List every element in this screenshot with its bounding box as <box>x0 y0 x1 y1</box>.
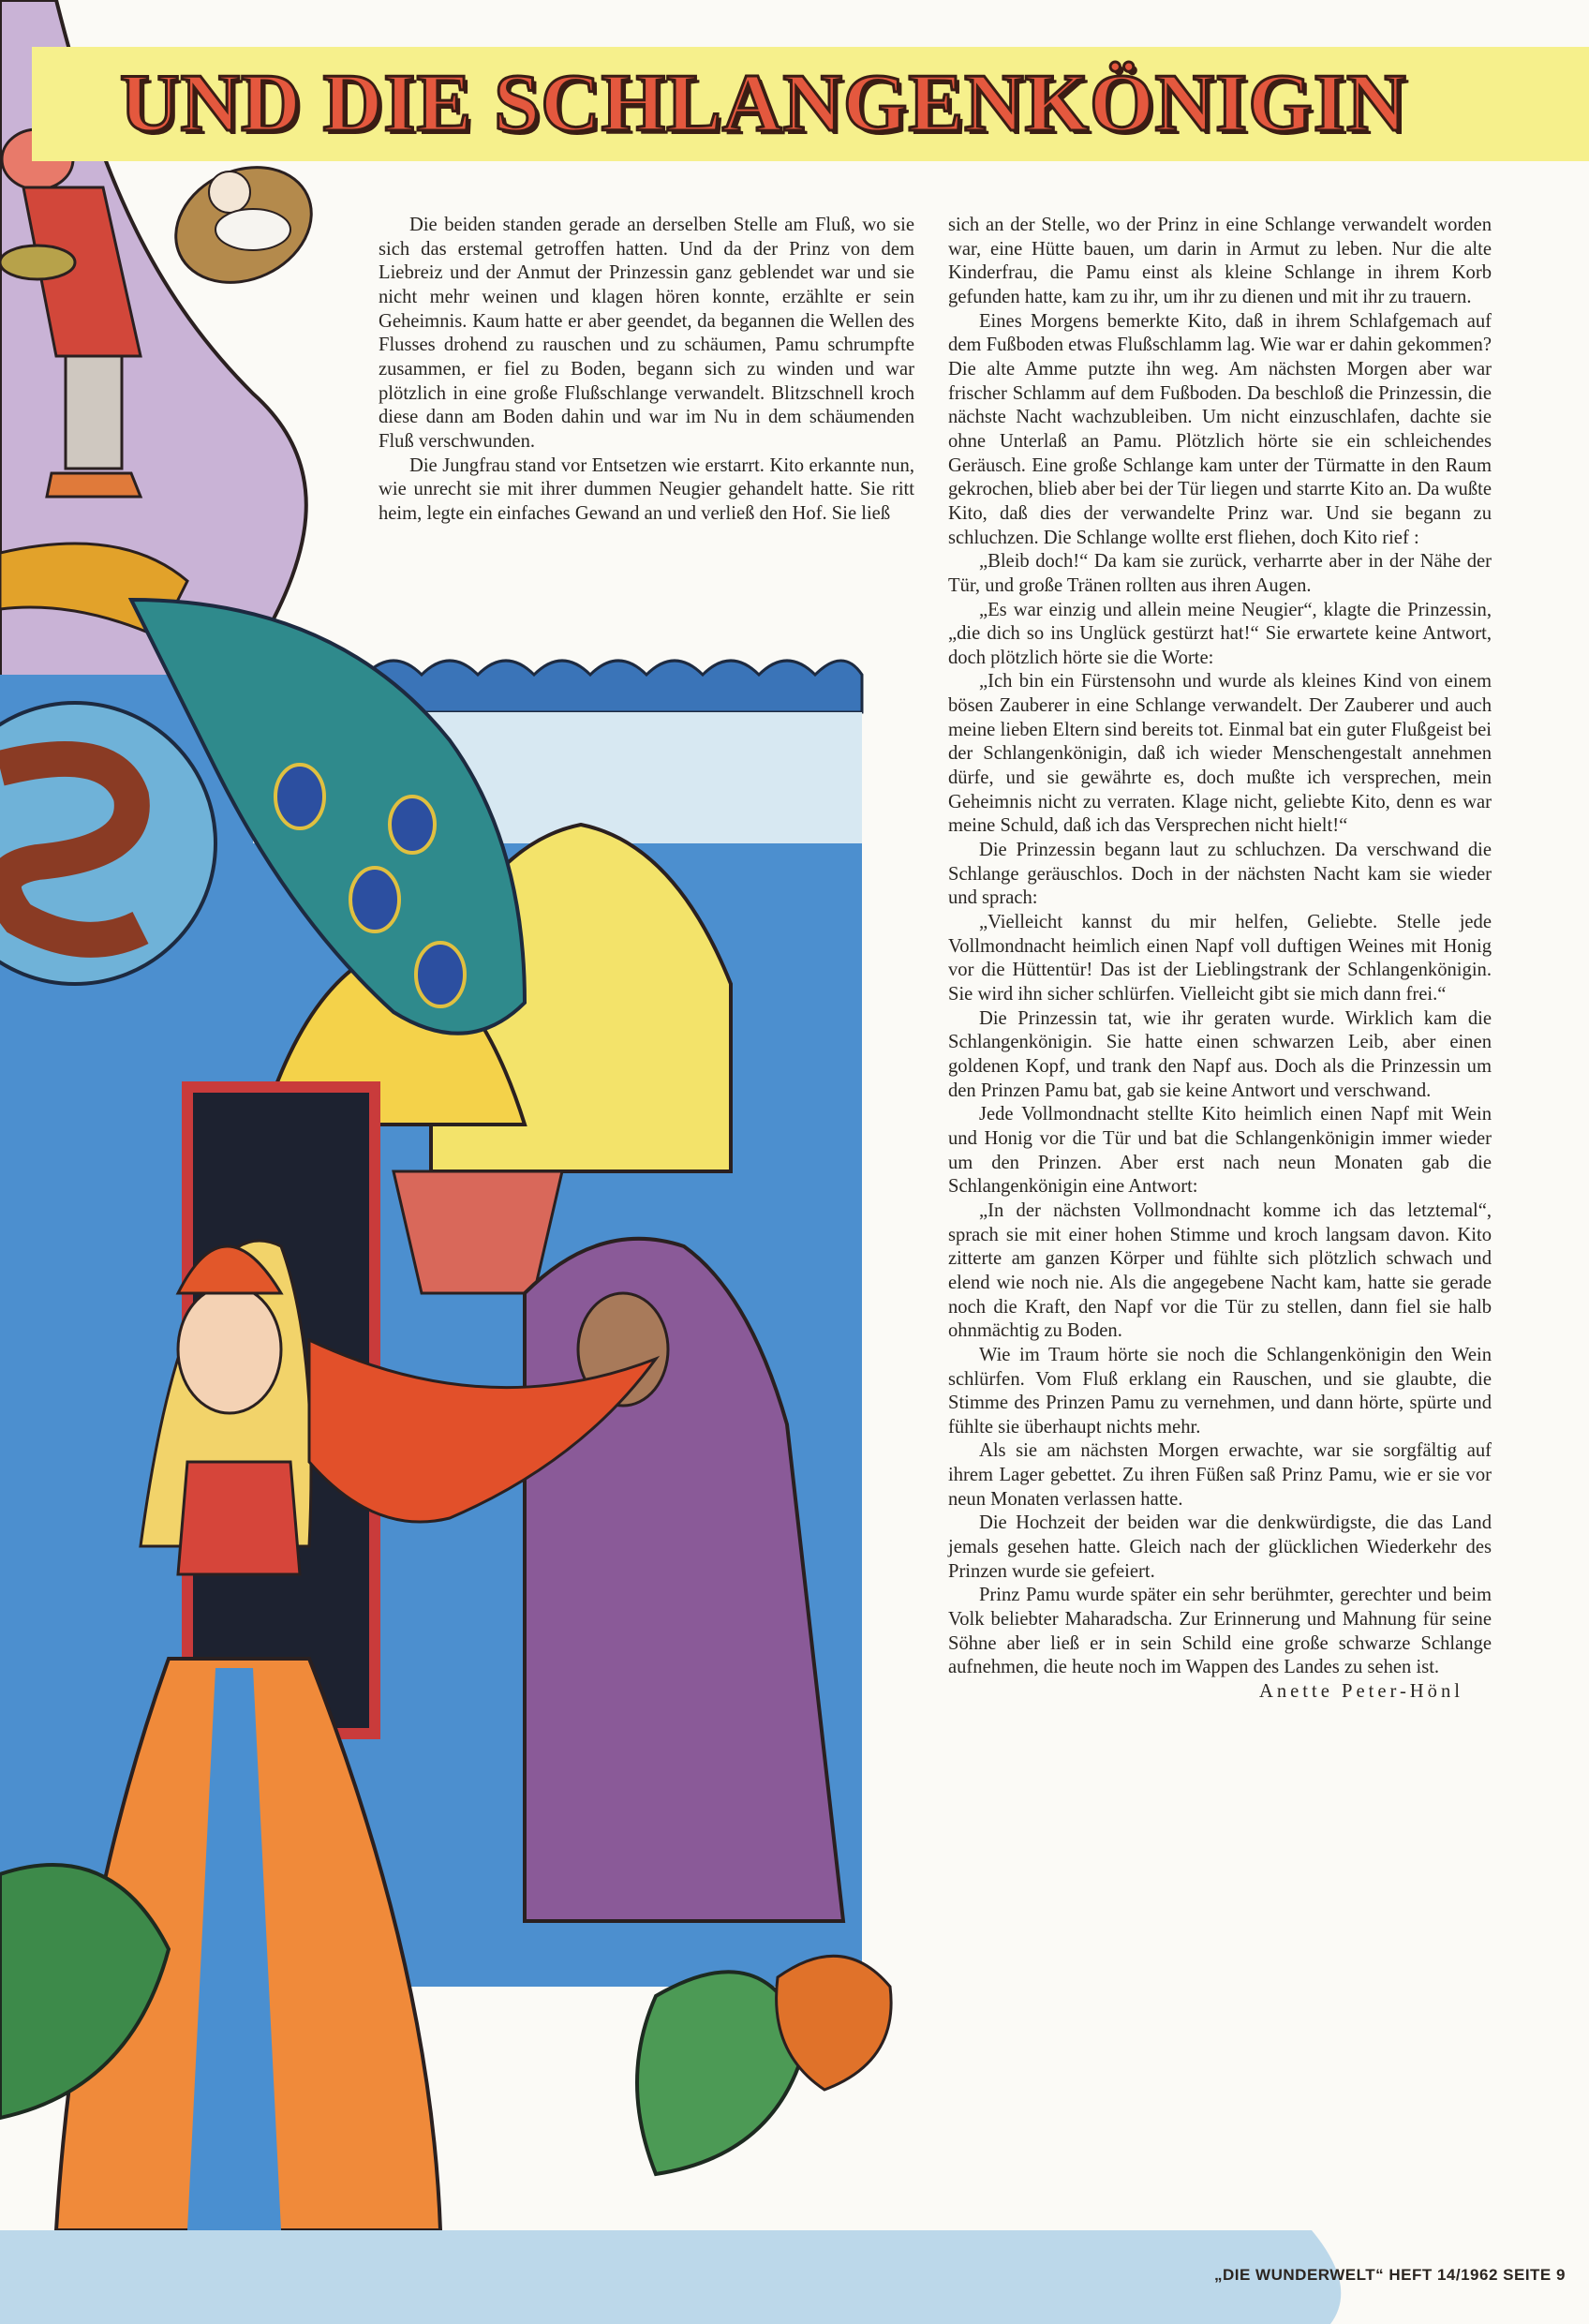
paragraph: „Es war einzig und allein meine Neugier“, klagte die Prinzessin, „die dich so ins Unglück gestürzt hat!“ Sie erwartete keine Antwort, doch plötzlich hörte sie die Worte: <box>948 599 1492 668</box>
paragraph: Die beiden standen gerade an derselben Stelle am Fluß, wo sie sich das erstemal getroffen hatten. Und da der Prinz von dem Liebreiz und der Anmut der Prinzessin ganz geblendet war und sie nicht mehr weinen und klagen hören konnte, erzählte er sein Geheimnis. Kaum hatte er aber geendet, da begannen die Wellen des Flusses drohend zu rauschen und zu schäumen, Pamu schrumpfte zusammen, er fiel zu Boden, begann sich zu winden und war plötzlich in eine große Flußschlange verwandelt. Blitzschnell kroch diese dann am Boden dahin und war im Nu in dem schäumenden Fluß verschwunden. <box>379 215 914 452</box>
paragraph: sich an der Stelle, wo der Prinz in eine Schlange verwandelt worden war, eine Hütte bauen, um darin in Armut zu leben. Nur die alte Kinderfrau, die Pamu einst als kleine Schlange in ihrem Korb gefunden hatte, kam zu ihr, um ihr zu dienen und mit ihr zu trauern. <box>948 215 1492 307</box>
paragraph: Jede Vollmondnacht stellte Kito heimlich einen Napf mit Wein und Honig vor die Tür und bat die Schlangenkönigin immer wieder um den Prinzen. Aber erst nach neun Monaten gab die Schlangenkönigin eine Antwort: <box>948 1104 1492 1198</box>
paragraph: Prinz Pamu wurde später ein sehr berühmter, gerechter und beim Volk beliebter Maharadscha. Zur Erinnerung und Mahnung für seine Söhne aber ließ er in sein Schild eine große schwarze Schlange aufnehmen, die heute noch im Wappen des Landes zu sehen ist. <box>948 1585 1492 1678</box>
basket-with-baby <box>157 146 331 305</box>
pillar-urn <box>394 1171 562 1293</box>
text-column-right <box>948 214 1492 1705</box>
paragraph: Als sie am nächsten Morgen erwachte, war sie sorgfältig auf ihrem Lager gebettet. Zu ihren Füßen saß Prinz Pamu, wie er sie vor neun Monaten verlassen hatte. <box>948 1440 1492 1510</box>
paragraph: Die Prinzessin tat, wie ihr geraten wurde. Wirklich kam die Schlangenkönigin. Sie hatte einen schwarzen Leib, aber einen goldenen Kopf, und trank den Napf aus. Doch als die Prinzessin um den Prinzen Pamu bat, gab sie keine Antwort und verschwand. <box>948 1007 1492 1101</box>
page-footer: „DIE WUNDERWELT“ HEFT 14/1962 SEITE 9 <box>1214 2266 1566 2284</box>
paragraph: „Vielleicht kannst du mir helfen, Geliebte. Stelle jede Vollmondnacht heimlich einen Napf voll duftigen Weines mit Honig vor die Hüttentür! Das ist der Lieblingstrank der Schlangenkönigin. Sie wird ihn sicher schlürfen. Vielleicht gibt sie mich dann frei.“ <box>948 912 1492 1005</box>
page-title: UND DIE SCHLANGENKÖNIGIN <box>120 58 1407 149</box>
author-byline: Anette Peter-Hönl <box>1259 1681 1463 1703</box>
paragraph: Die Jungfrau stand vor Entsetzen wie erstarrt. Kito erkannte nun, wie unrecht sie mit ihrer dummen Neugier gehandelt hatte. Sie ritt heim, legte ein einfaches Gewand an und verließ den Hof. Sie ließ <box>379 454 914 524</box>
paragraph: Eines Morgens bemerkte Kito, daß in ihrem Schlafgemach auf dem Fußboden etwas Flußschlamm lag. Wie war er dahin gekommen? Die alte Amme putzte ihn weg. Am nächsten Morgen aber war frischer Schlamm auf dem Fußboden. Da beschloß die Prinzessin, die nächste Nacht wachzubleiben. Um nicht einzuschlafen, dachte sie ohne Unterlaß an Pamu. Plötzlich hörte sie ein schleichendes Geräusch. Eine große Schlange kam unter der Türmatte in den Raum gekrochen, blieb aber bei der Tür liegen und starrte Kito an. Da wußte Kito, daß dies der verwandelte Prinz war. Und sie begann zu schluchzen. Die Schlange wollte erst fliehen, doch Kito rief : <box>948 310 1492 548</box>
paragraph: Die Prinzessin begann laut zu schluchzen. Da verschwand die Schlange geräuschlos. Doch in der nächsten Nacht kam sie wieder und sprach: <box>948 840 1492 909</box>
text-column-left <box>379 214 914 527</box>
paragraph: Wie im Traum hörte sie noch die Schlangenkönigin den Wein schlürfen. Vom Fluß erklang ein Rauschen, und sie glaubte, die Stimme des Prinzen Pamu zu vernehmen, und dann hörte, spürte und fühlte sie überhaupt nichts mehr. <box>948 1344 1492 1438</box>
paragraph: „Ich bin ein Fürstensohn und wurde als kleines Kind von einem bösen Zauberer in eine Schlange verwandelt. Der Zauberer und auch meine lieben Eltern sind bereits tot. Einmal bat ein guter Flußgeist bei der Schlangenkönigin, daß ich wieder Menschengestalt annehmen dürfe, und sie gewährte es, doch mußte ich versprechen, mein Geheimnis nicht zu verraten. Klage nicht, geliebte Kito, denn es war meine Schuld, daß ich das Versprechen nicht hielt!“ <box>948 671 1492 837</box>
paragraph: „In der nächsten Vollmondnacht komme ich das letztemal“, sprach sie mit einer hohen Stimme und kroch langsam davon. Kito zitterte am ganzen Körper und fühlte sich plötzlich schwach und elend wie noch nie. Als die angegebene Nacht kam, hatte sie gerade noch die Kraft, den Napf vor die Tür zu stellen, dann fiel sie halb ohnmächtig zu Boden. <box>948 1199 1492 1342</box>
ground <box>0 2230 1341 2324</box>
paragraph: „Bleib doch!“ Da kam sie zurück, verharrte aber in der Nähe der Tür, und große Tränen rollten aus ihren Augen. <box>948 551 1492 596</box>
paragraph: Die Hochzeit der beiden war die denkwürdigste, die das Land jemals gesehen hatte. Gleich nach der glücklichen Wiederkehr des Prinzen wurde sie gefeiert. <box>948 1512 1492 1582</box>
